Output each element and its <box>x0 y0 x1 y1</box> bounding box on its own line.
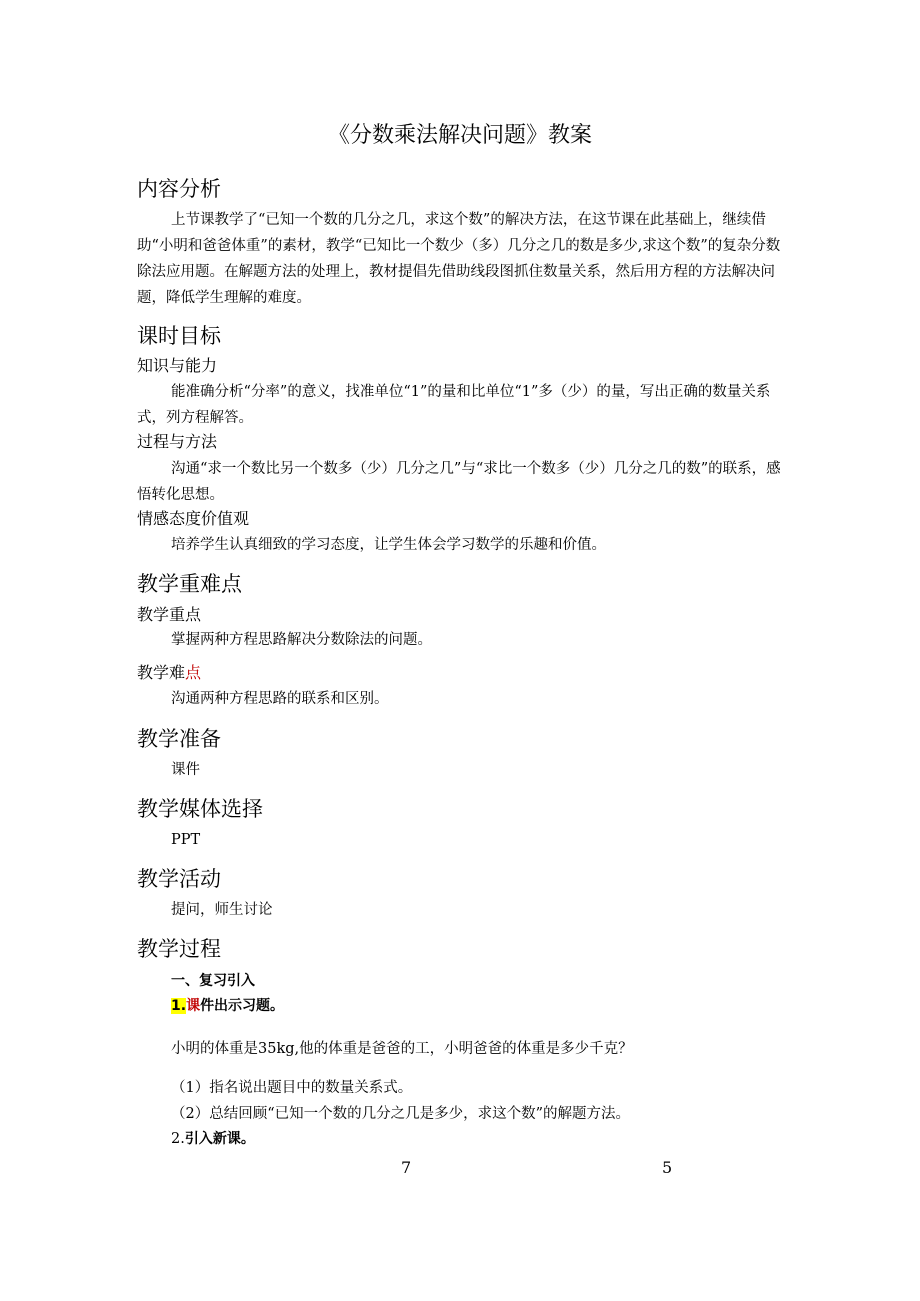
item-courseware-exercise <box>171 994 284 1018</box>
item-number: 2. <box>171 1131 185 1147</box>
item-number-highlighted: 1. <box>171 998 187 1014</box>
heading-teaching-activity: 教学活动 <box>137 867 221 891</box>
page-title: 《分数乘法解决问题》教案 <box>327 123 592 148</box>
heading-teaching-prep: 教学准备 <box>137 727 221 751</box>
heading-teaching-focus: 教学重点 <box>137 605 202 624</box>
item-text: 件出示习题。 <box>200 998 285 1014</box>
teaching-focus-paragraph: 掌握两种方程思路解决分数除法的问题。 <box>171 632 432 648</box>
fraction-numerator: 7 <box>401 1158 412 1177</box>
sub-step-relation: （1）指名说出题目中的数量关系式。 <box>171 1080 413 1096</box>
fraction-denominator: 5 <box>662 1158 673 1177</box>
difficulty-heading-red-text: 点 <box>185 663 202 682</box>
emotion-values-paragraph: 培养学生认真细致的学习态度，让学生体会学习数学的乐趣和价值。 <box>171 537 606 553</box>
heading-lesson-goals: 课时目标 <box>137 324 221 348</box>
media-choice-text: PPT <box>171 832 201 848</box>
heading-key-difficulty: 教学重难点 <box>137 572 242 596</box>
step-review-intro: 一、复习引入 <box>171 973 255 989</box>
process-method-paragraph: 沟通“求一个数比另一个数多（少）几分之几”与“求比一个数多（少）几分之几的数”的联系，感悟转化思想。 <box>137 461 781 503</box>
item-red-text: 课 <box>186 998 201 1014</box>
heading-teaching-process: 教学过程 <box>137 937 221 961</box>
sub-step-summary: （2）总结回顾“已知一个数的几分之几是多少，求这个数”的解题方法。 <box>171 1106 631 1122</box>
knowledge-ability-paragraph: 能准确分析“分率”的意义，找准单位“1”的量和比单位“1”多（少）的量，写出正确的数量关系式，列方程解答。 <box>137 384 771 426</box>
teaching-activity-text: 提问，师生讨论 <box>171 902 273 918</box>
teaching-difficulty-paragraph: 沟通两种方程思路的联系和区别。 <box>171 691 389 707</box>
heading-content-analysis: 内容分析 <box>137 177 221 201</box>
exercise-problem: 小明的体重是35kg,他的体重是爸爸的工，小明爸爸的体重是多少千克？ <box>171 1041 633 1057</box>
heading-process-method: 过程与方法 <box>137 432 218 451</box>
item-new-lesson <box>171 1127 255 1151</box>
heading-teaching-difficulty <box>137 661 201 685</box>
teaching-prep-text: 课件 <box>171 762 200 778</box>
item-new-lesson-text: 引入新课。 <box>184 1131 255 1147</box>
heading-knowledge-ability: 知识与能力 <box>137 356 218 375</box>
heading-media-choice: 教学媒体选择 <box>137 797 263 821</box>
heading-emotion-values: 情感态度价值观 <box>137 509 250 528</box>
content-analysis-paragraph: 上节课教学了“已知一个数的几分之几，求这个数”的解决方法，在这节课在此基础上，继续借助“小明和爸爸体重”的素材，教学“已知比一个数少（多）几分之几的数是多少,求这个数”的复杂分数除法应用题。在解题方法的处理上，教材提倡先借助线段图抓住数量关系，然后用方程的方法解决问题，降低学生理解的难度。 <box>137 212 781 306</box>
difficulty-heading-text: 教学难 <box>137 663 186 682</box>
